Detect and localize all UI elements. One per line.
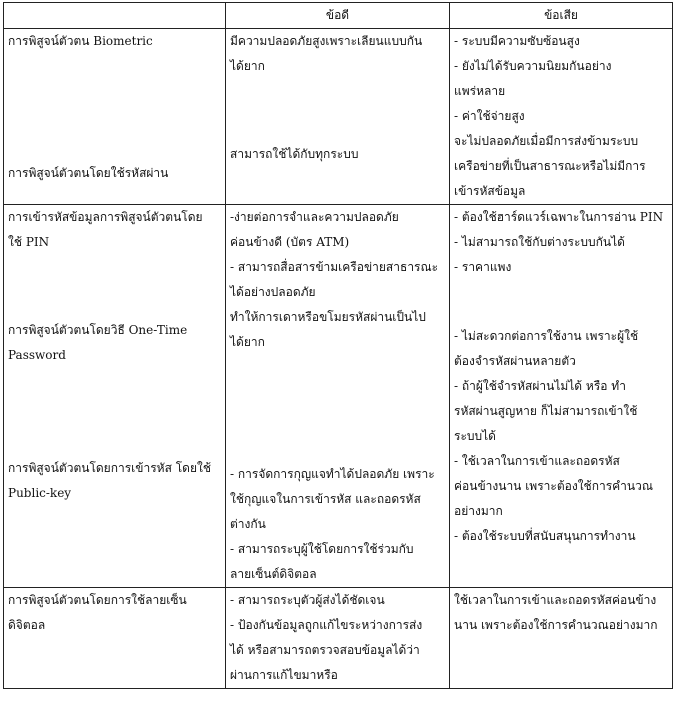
cell-line: - ยังไม่ได้รับความนิยมกันอย่าง — [454, 59, 612, 73]
cell-line: อย่างมาก — [454, 504, 503, 518]
pros-cell — [226, 205, 450, 588]
cons-cell — [450, 205, 673, 588]
cell-line: ได้ยาก — [230, 335, 265, 349]
cell-line: นาน เพราะต้องใช้การคำนวณอย่างมาก — [454, 618, 658, 632]
cell-line: - ถ้าผู้ใช้จำรหัสผ่านไม่ได้ หรือ ทำ — [454, 379, 626, 393]
cell-line: - ป้องกันข้อมูลถูกแก้ไขระหว่างการส่ง — [230, 618, 423, 632]
cell-line: ระบบได้ — [454, 429, 496, 443]
cell-line: จะไม่ปลอดภัยเมื่อมีการส่งข้ามระบบ — [454, 134, 639, 148]
cell-line: การพิสูจน์ตัวตน Biometric — [8, 34, 153, 48]
cell-line: Password — [8, 348, 66, 362]
cell-line: Public-key — [8, 486, 72, 500]
cell-line: แพร่หลาย — [454, 84, 506, 98]
header-pros: ข้อดี — [226, 3, 450, 29]
header-cons: ข้อเสีย — [450, 3, 673, 29]
cell-line: เครือข่ายที่เป็นสาธารณะหรือไม่มีการ — [454, 159, 646, 173]
cell-line: ใช้กุญแจในการเข้ารหัส และถอดรหัส — [230, 492, 421, 506]
header-row — [4, 3, 673, 29]
method-cell — [4, 588, 226, 689]
cell-line: การพิสูจน์ตัวตนโดยการใช้ลายเซ็น — [8, 593, 187, 607]
cell-line: สามารถใช้ได้กับทุกระบบ — [230, 147, 359, 161]
pros-cell — [226, 29, 450, 205]
cell-line: - ราคาแพง — [454, 260, 512, 274]
cell-line: ต้องจำรหัสผ่านหลายตัว — [454, 354, 576, 368]
cell-line: การพิสูจน์ตัวตนโดยใช้รหัสผ่าน — [8, 166, 169, 180]
cell-line: - ไม่สะดวกต่อการใช้งาน เพราะผู้ใช้ — [454, 329, 639, 343]
cell-line: - สามารถระบุผู้ใช้โดยการใช้ร่วมกับ — [230, 542, 414, 556]
cell-line: - การจัดการกุญแจทำได้ปลอดภัย เพราะ — [230, 467, 435, 481]
table-row — [4, 205, 673, 588]
cell-line: เข้ารหัสข้อมูล — [454, 184, 526, 198]
cell-line: - ค่าใช้จ่ายสูง — [454, 109, 525, 123]
cell-line: - สามารถสื่อสารข้ามเครือข่ายสาธารณะ — [230, 260, 439, 274]
cell-line: มีความปลอดภัยสูงเพราะเลียนแบบกัน — [230, 34, 423, 48]
cell-line: ได้ หรือสามารถตรวจสอบข้อมูลได้ว่า — [230, 643, 420, 657]
cons-cell — [450, 588, 673, 689]
cell-line: - ไม่สามารถใช้กับต่างระบบกันได้ — [454, 235, 625, 249]
cell-line: ได้อย่างปลอดภัย — [230, 285, 316, 299]
cell-line: ต่างกัน — [230, 517, 266, 531]
cell-line: ค่อนข้างนาน เพราะต้องใช้การคำนวณ — [454, 479, 653, 493]
cell-line: ใช้เวลาในการเข้าและถอดรหัสค่อนข้าง — [454, 593, 657, 607]
cell-line: ใช้ PIN — [8, 235, 50, 249]
cell-line: - ต้องใช้ระบบที่สนับสนุนการทำงาน — [454, 529, 636, 543]
cell-line: - ระบบมีความซับซ้อนสูง — [454, 34, 580, 48]
cell-line: ผ่านการแก้ไขมาหรือ — [230, 668, 338, 682]
cell-line: การพิสูจน์ตัวตนโดยการเข้ารหัส โดยใช้ — [8, 461, 211, 475]
cell-line: - ต้องใช้ฮาร์ดแวร์เฉพาะในการอ่าน PIN — [454, 210, 664, 224]
cell-line: การเข้ารหัสข้อมูลการพิสูจน์ตัวตนโดย — [8, 210, 203, 224]
cell-line: ลายเซ็นต์ดิจิตอล — [230, 567, 317, 581]
table-row — [4, 588, 673, 689]
pros-cell — [226, 588, 450, 689]
cons-cell — [450, 29, 673, 205]
cell-line: ทำให้การเดาหรือขโมยรหัสผ่านเป็นไป — [230, 310, 426, 324]
header-method — [4, 3, 226, 29]
table-row — [4, 29, 673, 205]
comparison-table — [3, 2, 673, 689]
cell-line: - สามารถระบุตัวผู้ส่งได้ชัดเจน — [230, 593, 385, 607]
method-cell — [4, 205, 226, 588]
cell-line: การพิสูจน์ตัวตนโดยวิธี One-Time — [8, 323, 188, 337]
method-cell — [4, 29, 226, 205]
cell-line: - ใช้เวลาในการเข้าและถอดรหัส — [454, 454, 620, 468]
cell-line: รหัสผ่านสูญหาย ก็ไม่สามารถเข้าใช้ — [454, 404, 638, 418]
cell-line: ได้ยาก — [230, 59, 265, 73]
cell-line: -ง่ายต่อการจำและความปลอดภัย — [230, 210, 399, 224]
cell-line: ดิจิตอล — [8, 618, 46, 632]
cell-line: ค่อนข้างดี (บัตร ATM) — [230, 235, 350, 249]
